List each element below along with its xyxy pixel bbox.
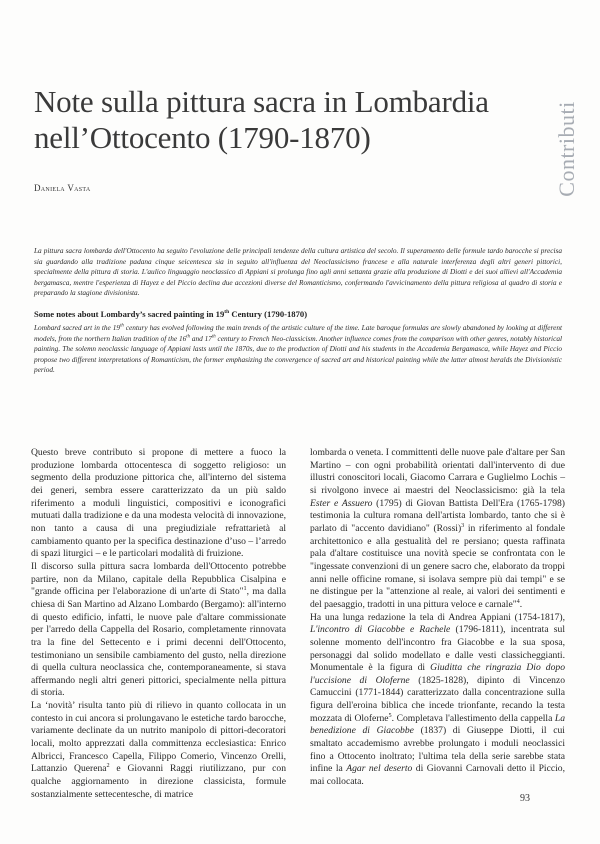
paragraph-text: e Giovanni Raggi riutilizzano, pur con qualche aggiornamento in direzione classicista, formule sostanzialmente settecentesche, di matrice — [31, 763, 286, 800]
artwork-title: Ester e Assuero — [310, 497, 373, 509]
paragraph-text: (1795) di Giovan Battista Dell'Era (1765-1798) testimonia la cultura romana dell'artista lombardo, tanto che si è parlato di "accento davidiano" (Rossi) — [310, 497, 565, 534]
title-line-1: Note sulla pittura sacra in Lombardia — [34, 84, 489, 119]
abstract-text: century to French Neo-classicism. Another influence comes from the comparison with other genres, notably historical painting. The solemn neoclassic language of Appiani lasts until the 1870s, due to the production of Diotti and his students in the Accademia Bergamasca, while Hayez and Piccio propose two different interpretations of Romanticism, the former emphasizing the convergence of sacred art and historical painting while the latter almost heralds the Divisionistic period. — [34, 333, 562, 375]
paragraph-text: Ha una lunga redazione la tela di Andrea Appiani (1754-1817), — [310, 611, 565, 623]
body-paragraph — [31, 700, 286, 801]
artwork-title: Giuditta che ringrazia Dio dopo l'uccisione di Oloferne — [310, 662, 565, 686]
article-title — [34, 84, 504, 156]
abstract-text: and 17 — [189, 333, 212, 343]
english-abstract-title — [34, 309, 562, 319]
body-paragraph — [310, 447, 565, 612]
artwork-title: Agar nel deserto — [346, 763, 413, 775]
body-paragraph — [310, 612, 565, 789]
ordinal-suffix: th — [120, 323, 124, 329]
artwork-title: L'incontro di Giacobbe e Rachele — [310, 624, 451, 636]
abstract-text: Lombard sacred art in the 19 — [34, 323, 121, 332]
page-number: 93 — [520, 793, 530, 804]
title-line-2: nell’Ottocento (1790-1870) — [34, 120, 371, 155]
paragraph-text: . — [519, 598, 523, 610]
footnote-ref: 2 — [106, 762, 110, 770]
paragraph-text: . Completava l'allestimento della cappella — [391, 712, 555, 724]
artwork-title: La benedizione di Giacobbe — [310, 712, 566, 737]
english-title-text-end: Century (1790-1870) — [229, 309, 308, 319]
paragraph-text: in riferimento al fondale architettonico e alla gestualità del re persiano; questa raffinata pala d'altare costituisce una novità specie se confrontata con le "ingessate convenzioni di un genere sacro che, elaborato da troppi anni nelle officine romane, si isolava sempre più dai tempi" e se ne distingue per la "attenzione al reale, ai valori dei sentimenti e del paesaggio, tradotti in una pittura veloce e carnale" — [310, 522, 565, 610]
footnote-ref: 1 — [243, 585, 247, 593]
abstract-text: century has evolved following the main trends of the artistic culture of the time. Late baroque formulas are slowly abandoned by looking at different models, from the northern Italian tradition of the 16 — [34, 323, 563, 343]
paragraph-text: lombarda o veneta. I committenti delle nuove pale d'altare per San Martino – con ogni probabilità orientati dall'intervento di due illustri conoscitori locali, Giacomo Carrara e Guglielmo Lochis – si rivolgono invece ai maestri del Neoclassicismo: già la tela — [310, 447, 565, 496]
english-title-text: Some notes about Lombardy’s sacred painting in 19 — [34, 309, 225, 319]
body-column-right — [310, 447, 565, 789]
author-name: Daniela Vasta — [34, 183, 91, 193]
english-abstract — [34, 323, 562, 376]
section-label-text: Contributi — [554, 101, 579, 197]
section-label — [552, 84, 582, 214]
italian-abstract: La pittura sacra lombarda dell'Ottocento ha seguito l'evoluzione delle principali tendenze della cultura artistica del secolo. Il superamento delle formule tardo barocche si precisa sia guardando alla tradizione padana cinque seicentesca sia in seguito all'influenza del Neoclassicismo francese e alla naturale interferenza degli altri generi pittorici, specialmente della pittura di storia. L'aulico linguaggio neoclassico di Appiani si prolunga fino agli anni settanta grazie alla produzione di Diotti e dei suoi allievi all'Accademia bergamasca, mentre l'esperienza di Hayez e del Piccio declina due accezioni diverse del Romanticismo, confermando l'avvicinamento della pittura religiosa al quadro di storia e preparando la stagione divisionista. — [34, 246, 562, 298]
footnote-ref: 4 — [516, 597, 520, 605]
paragraph-text: Il discorso sulla pittura sacra lombarda dell'Ottocento potrebbe partire, non da Milano, capitale della Repubblica Cisalpina e "grande officina per l'elaborazione di un'arte di Stato" — [31, 560, 286, 598]
ordinal-suffix: th — [224, 309, 230, 316]
paragraph-text: di Giovanni Carnovali detto il Piccio, mai collocata. — [310, 763, 565, 788]
footnote-ref: 5 — [388, 711, 392, 719]
paragraph-text: (1796-1811), incentrata sul solenne momento dell'incontro fra Giacobbe e la sua sposa, personaggi dal solido modellato e dalle vesti classicheggianti. Monumentale è la figura di — [310, 624, 565, 674]
paragraph-text: La ‘novità’ risulta tanto più di rilievo in quanto collocata in un contesto in cui ancora si prolungavano le estetiche tardo barocche, variamente declinate da un nutrito manipolo di pittori-decoratori locali, molto apprezzati dalla committenza ecclesiastica: Enrico Albricci, Francesco Capella, Filippo Comerio, Vincenzo Orelli, Lattanzio Querena — [31, 700, 286, 775]
body-column-left — [31, 447, 286, 801]
paragraph-text: , ma dalla chiesa di San Martino ad Alzano Lombardo (Bergamo): all'interno di questo edificio, infatti, le nuove pale d'altare commissionate per l'arredo della Cappella del Rosario, completamente rinnovata tra la fine del Settecento e i primi decenni dell'Ottocento, testimoniano un sensibile cambiamento del gusto, nella direzione di quella cultura neoclassica che, contemporaneamente, si stava affermando negli altri generi pittorici, specialmente nella pittura di storia. — [31, 586, 286, 699]
paragraph-text: (1837) di Giuseppe Diotti, il cui smaltato accademismo avrebbe prolungato i moduli neoclassici fino a Ottocento inoltrato; l'ultima tela della serie sarebbe stata infine la — [310, 725, 565, 775]
ordinal-suffix: th — [211, 334, 216, 340]
footnote-ref: 3 — [461, 521, 465, 529]
body-paragraph — [31, 561, 286, 700]
body-paragraph: Questo breve contributo si propone di mettere a fuoco la produzione lombarda ottocentesca di soggetto religioso: un segmento della produzione pittorica che, all'interno del sistema dei generi, sembra essere caratterizzato da un più saldo riferimento a moduli linguistici, compositivi e iconografici mutuati dalla tradizione e da una modesta velocità di innovazione, non tanto a causa di una pregiudiziale refrattarietà al cambiamento quanto per la specifica destinazione d’uso – l’arredo di spazi liturgici – e le particolari modalità di fruizione. — [31, 447, 286, 560]
ordinal-suffix: th — [186, 334, 190, 340]
paragraph-text: (1825-1828), dipinto di Vincenzo Camuccini (1771-1844) caratterizzato dalla concentrazione sulla figura dell'eroina biblica che incede trionfante, recando la testa mozzata di Oloferne — [310, 674, 565, 724]
